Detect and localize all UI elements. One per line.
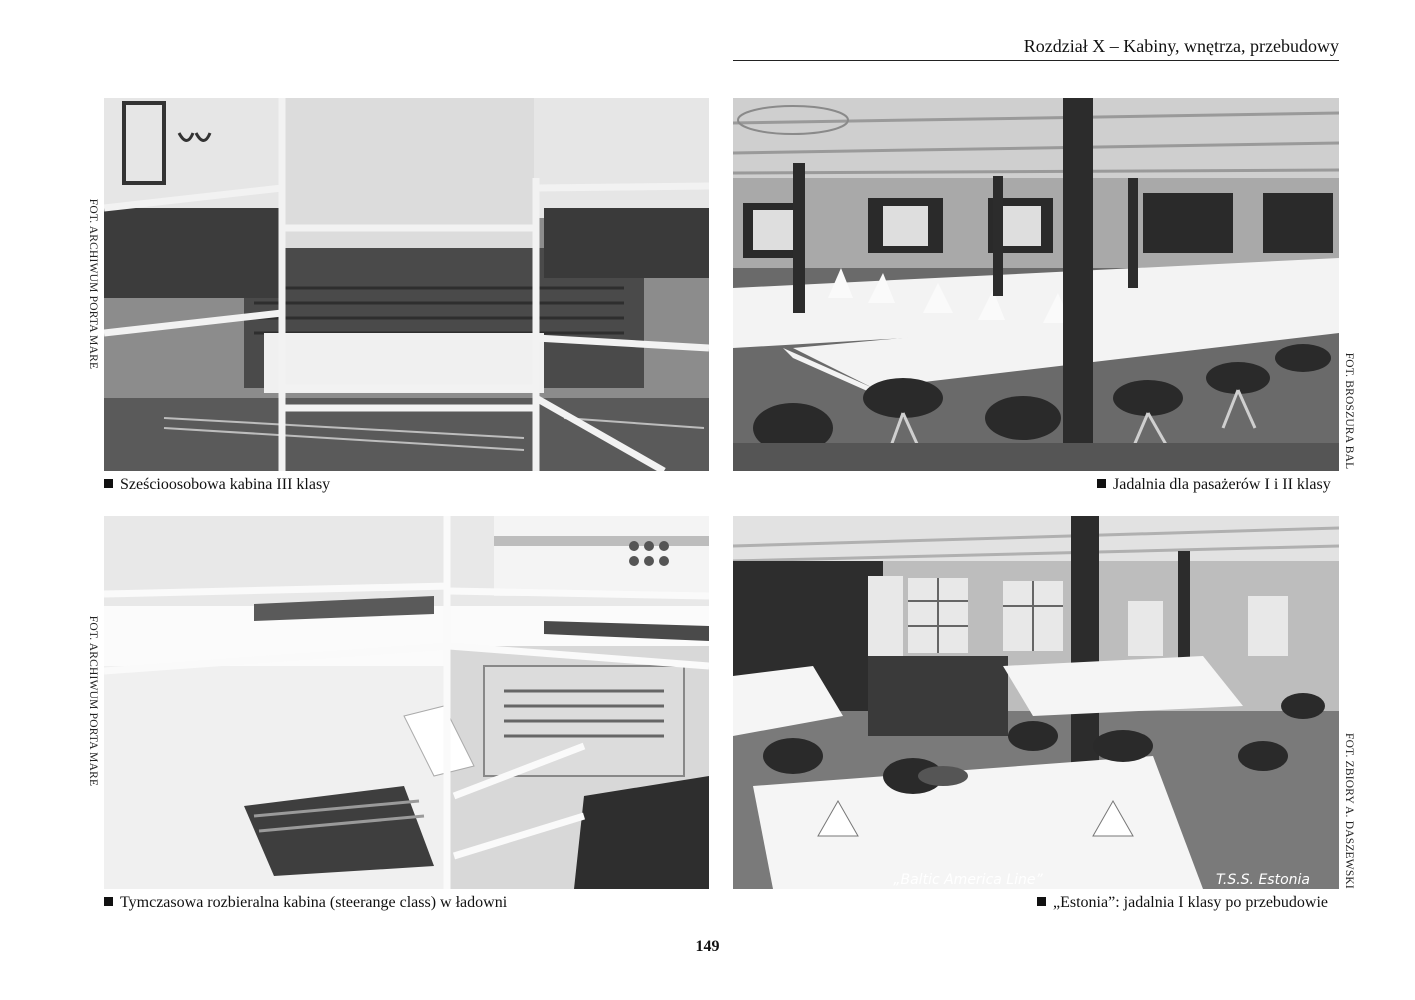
- photo-dining-room-first-second-class: [733, 98, 1339, 471]
- credit-photo-2: [1343, 311, 1355, 511]
- caption-text: Jadalnia dla pasażerów I i II klasy: [1113, 476, 1331, 493]
- postcard-ship-name-text: T.S.S. Estonia: [1215, 872, 1311, 888]
- caption-text: Tymczasowa rozbieralna kabina (steerange class) w ładowni: [120, 894, 508, 911]
- credit-text: FOT. ARCHIWUM PORTA MARE: [87, 198, 99, 370]
- caption-photo-4: [1037, 893, 1328, 913]
- bullet-icon: [104, 897, 113, 906]
- credit-photo-3: [87, 601, 99, 801]
- photo-third-class-cabin: [104, 98, 709, 471]
- caption-text: Sześcioosobowa kabina III klasy: [120, 476, 331, 493]
- credit-text: FOT. ZBIORY A. DASZEWSKI: [1343, 733, 1355, 889]
- page-number: [0, 938, 1415, 956]
- credit-text: FOT. BROSZURA BAL: [1343, 352, 1355, 470]
- page-number-text: 149: [695, 938, 720, 955]
- caption-text: „Estonia”: jadalnia I klasy po przebudowie: [1053, 894, 1329, 911]
- caption-photo-2: [1097, 475, 1331, 495]
- caption-photo-1: [104, 475, 330, 495]
- bullet-icon: [1037, 897, 1046, 906]
- running-header: [733, 34, 1339, 61]
- credit-text: FOT. ARCHIWUM PORTA MARE: [87, 615, 99, 787]
- chapter-title: Rozdział X – Kabiny, wnętrza, przebudowy: [1023, 36, 1339, 56]
- bullet-icon: [104, 479, 113, 488]
- postcard-line-text: „Baltic America Line”: [893, 872, 1043, 888]
- caption-photo-3: [104, 893, 507, 913]
- photo-steerage-cabin: [104, 516, 709, 889]
- bullet-icon: [1097, 479, 1106, 488]
- photo-estonia-dining-room: [733, 516, 1339, 889]
- credit-photo-1: [87, 184, 99, 384]
- credit-photo-4: [1343, 711, 1355, 911]
